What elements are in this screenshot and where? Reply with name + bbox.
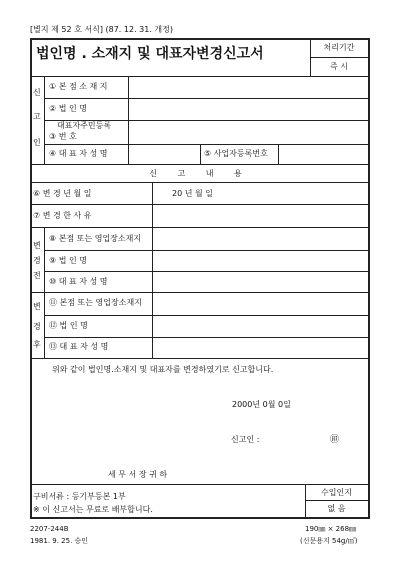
before-address-label: ⑧ 본점 또는 영업장소재지: [49, 234, 142, 243]
line: [152, 337, 153, 358]
frame-left: [30, 38, 32, 519]
change-date-value: 20 년 월 일: [172, 189, 213, 198]
line: [44, 337, 370, 338]
addressee: 세 무 서 장 귀 하: [108, 470, 168, 479]
line: [200, 144, 201, 164]
signer-label: 신고인 :: [231, 435, 260, 444]
line: [44, 271, 370, 272]
after-rep-name-label: ⑬ 대 표 자 성 명: [49, 342, 109, 351]
line: [30, 76, 370, 77]
approval-date: 1981. 9. 25. 승인: [30, 537, 89, 545]
before-corp-name-label: ⑨ 법 인 명: [49, 256, 87, 265]
form-code: 2207-244B: [30, 525, 69, 533]
before-rep-name-label: ⑩ 대 표 자 성 명: [49, 277, 108, 286]
reporter-side-2: 고: [33, 112, 41, 121]
line: [30, 358, 370, 359]
change-date-label: ⑥ 변 경 년 월 일: [33, 189, 92, 198]
after-side-1: 변: [33, 302, 41, 311]
line: [44, 250, 370, 251]
period-divider: [310, 57, 368, 58]
resident-reg-label-line2: ③ 번 호: [49, 132, 77, 141]
paper-type: (신문용지 54g/㎡): [300, 537, 358, 545]
before-side-1: 변: [33, 241, 41, 250]
reporter-side-1: 신: [33, 88, 41, 97]
report-content-heading: 신 고 내 용: [149, 169, 251, 178]
line: [278, 144, 279, 164]
paper-size: 190㎜ × 268㎜: [305, 525, 357, 533]
before-side-3: 전: [33, 271, 41, 280]
representative-name-label: ④ 대 표 자 성 명: [49, 149, 108, 158]
frame-bottom: [30, 517, 370, 519]
before-side-2: 경: [33, 256, 41, 265]
business-reg-number-label: ⑤ 사업자등록번호: [204, 149, 268, 158]
declaration-statement: 위와 같이 법인명.소재지 및 대표자를 변경하였기로 신고합니다.: [52, 365, 274, 374]
line: [30, 292, 370, 293]
after-address-label: ⑪ 본점 또는 영업장소재지: [49, 298, 142, 307]
after-side-3: 후: [33, 340, 41, 349]
form-number: [별지 제 52 호 서식] (87. 12. 31. 개정): [30, 25, 173, 34]
seal-mark: ㊞: [330, 435, 340, 445]
free-distribution-note: ※ 이 신고서는 무료로 배부합니다.: [33, 505, 153, 514]
revenue-stamp-value: 없 음: [327, 504, 346, 513]
line: [152, 182, 153, 342]
reporter-side-3: 인: [33, 138, 41, 147]
line: [30, 204, 370, 205]
after-side-2: 경: [33, 322, 41, 331]
after-corp-name-label: ⑫ 법 인 명: [49, 321, 88, 330]
revenue-stamp-label: 수입인지: [321, 488, 352, 497]
declaration-date: 2000년 0월 0일: [232, 400, 291, 409]
form-title: 법인명 . 소재지 및 대표자변경신고서: [36, 46, 264, 62]
resident-reg-label-line1: 대표자주민등록: [57, 121, 112, 130]
corporation-name-label: ② 법 인 명: [49, 104, 87, 113]
change-reason-label: ⑦ 변 경 한 사 유: [33, 211, 92, 220]
line: [44, 315, 370, 316]
head-office-address-label: ① 본 점 소 재 지: [49, 82, 108, 91]
line: [44, 98, 370, 99]
line: [44, 144, 370, 145]
frame-right: [368, 38, 370, 519]
line: [30, 484, 370, 485]
line: [30, 182, 370, 183]
frame-top: [30, 38, 370, 40]
line: [305, 500, 370, 501]
line: [30, 227, 370, 228]
required-documents: 구비서류 : 등기부등본 1부: [33, 492, 126, 501]
processing-period-label: 처리기간: [323, 43, 355, 52]
line: [30, 164, 370, 165]
line: [44, 292, 45, 358]
processing-period-value: 즉 시: [330, 62, 348, 71]
